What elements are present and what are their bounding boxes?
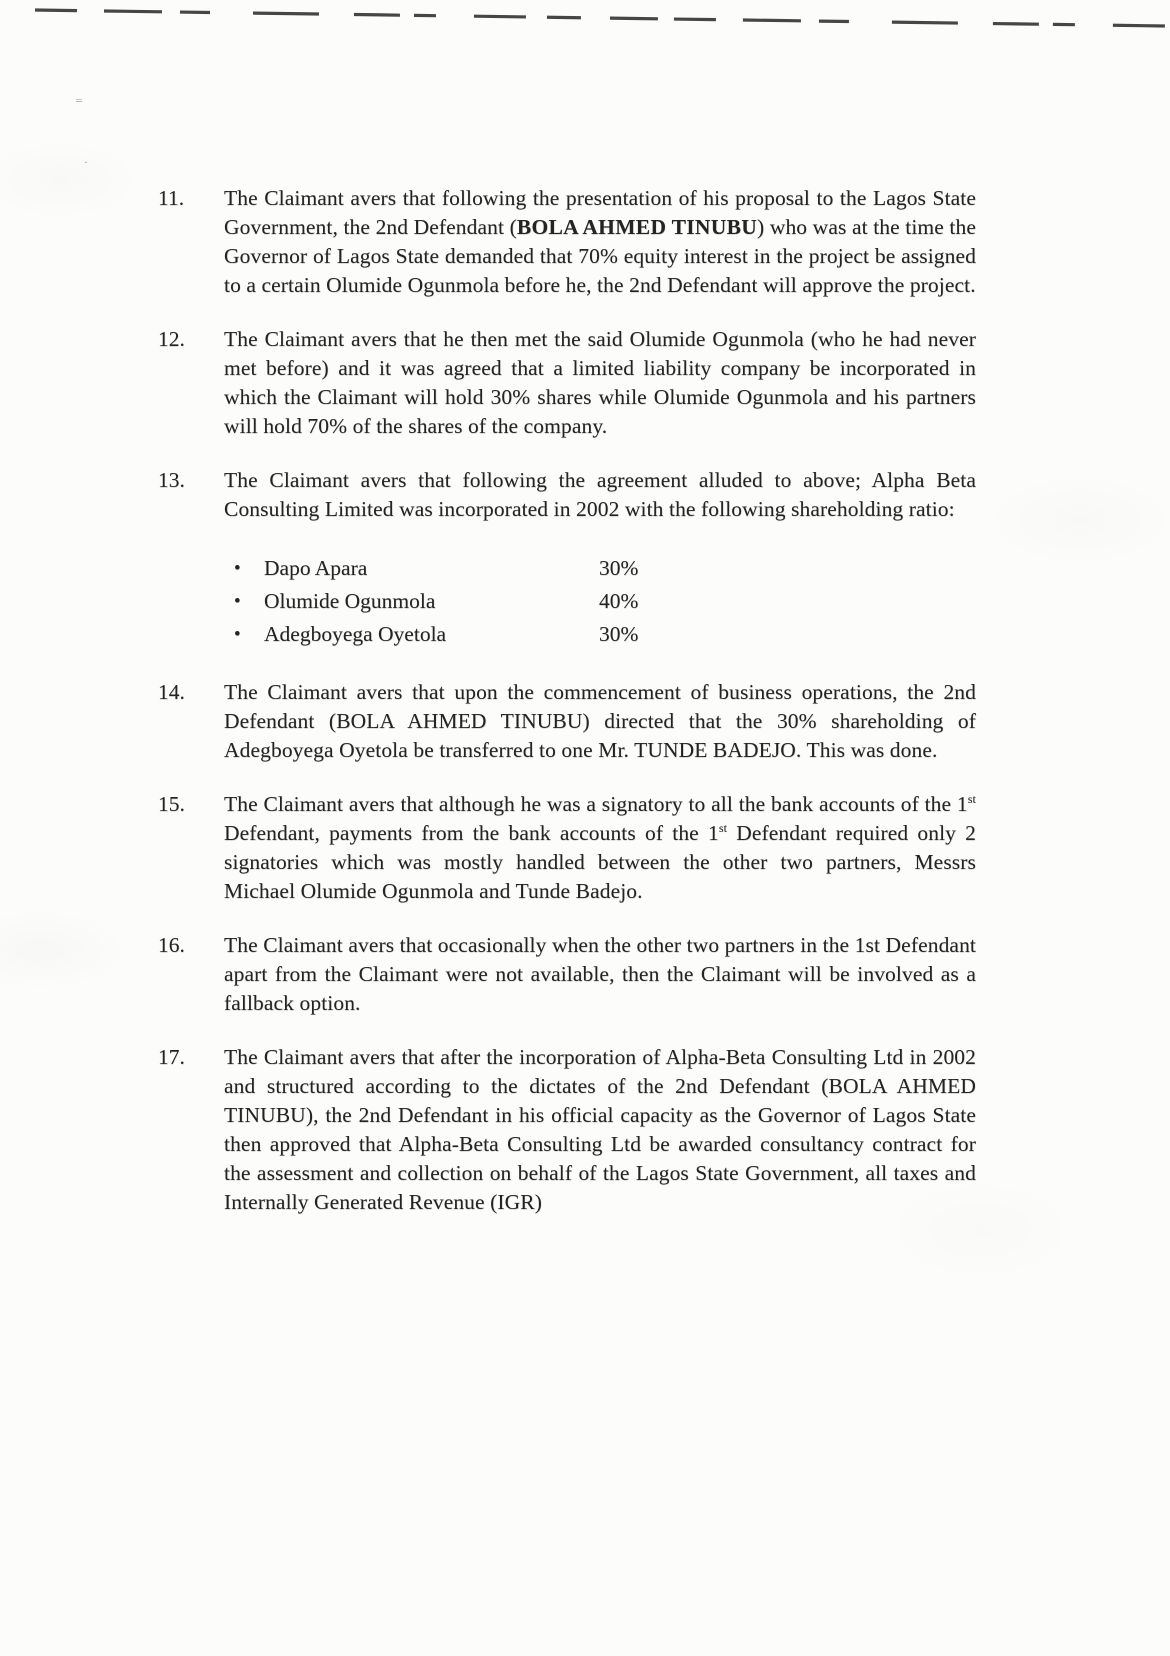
- share-percentage: 40%: [599, 589, 639, 613]
- ordinal-suffix: st: [718, 820, 728, 835]
- numbered-paragraph: [158, 1043, 976, 1217]
- document-body: [158, 184, 976, 1242]
- paragraph-number: 13.: [158, 468, 185, 492]
- shareholder-name: Adegboyega Oyetola: [264, 622, 447, 646]
- list-item: [234, 585, 976, 618]
- numbered-paragraph: [158, 466, 976, 524]
- text-run: The Claimant avers that following the agreement alluded to above; Alpha Beta Consulting Limited was incorporated in 2002 with the following shareholding ratio:: [224, 468, 976, 521]
- numbered-paragraph: [158, 678, 976, 765]
- share-percentage: 30%: [599, 622, 639, 646]
- paragraph-text: [224, 1043, 976, 1217]
- paragraph-text: [224, 325, 976, 441]
- scan-edge-artifact: [0, 0, 1170, 40]
- bold-run: BOLA AHMED TINUBU: [516, 215, 758, 239]
- ordinal-suffix: st: [967, 791, 976, 806]
- shareholder-name: Olumide Ogunmola: [264, 589, 436, 613]
- shareholder-name: Dapo Apara: [264, 556, 368, 580]
- text-run: The Claimant avers that following the presentation of his proposal to the Lagos State Government, the 2nd Defendant (: [224, 186, 976, 239]
- scan-edge-dash-line: [35, 10, 1166, 26]
- text-run: The Claimant avers that although he was a signatory to all the bank accounts of the 1: [224, 792, 968, 816]
- text-run: Defendant, payments from the bank accounts of the 1: [224, 821, 719, 845]
- text-run: Defendant required only 2 signatories which was mostly handled between the other two partners, Messrs Michael Olumide Ogunmola and Tunde Badejo.: [224, 821, 976, 903]
- list-item: [234, 618, 976, 651]
- bullet-icon: •: [234, 591, 241, 612]
- numbered-paragraph: [158, 325, 976, 441]
- text-run: The Claimant avers that he then met the said Olumide Ogunmola (who he had never met before) and it was agreed that a limited liability company be incorporated in which the Claimant will hold 30% shares while Olumide Ogunmola and his partners will hold 70% of the shares of the company.: [224, 327, 976, 438]
- text-run: ) who was at the time the Governor of Lagos State demanded that 70% equity interest in the project be assigned to a certain Olumide Ogunmola before he, the 2nd Defendant will approve the project.: [224, 215, 976, 297]
- text-run: The Claimant avers that occasionally when the other two partners in the 1st Defendant apart from the Claimant were not available, then the Claimant will be involved as a fallback option.: [224, 933, 976, 1015]
- bullet-icon: •: [234, 558, 241, 579]
- scan-speck-icon: ·: [84, 157, 88, 169]
- share-percentage: 30%: [599, 556, 639, 580]
- paragraph-number: 17.: [158, 1045, 185, 1069]
- paragraph-number: 11.: [158, 186, 185, 210]
- paragraph-text: [224, 466, 976, 524]
- scan-speck-icon: =: [75, 95, 83, 107]
- text-run: The Claimant avers that after the incorporation of Alpha-Beta Consulting Ltd in 2002 and structured according to the dictates of the 2nd Defendant (BOLA AHMED TINUBU), the 2nd Defendant in his official capacity as the Governor of Lagos State then approved that Alpha-Beta Consulting Ltd be awarded consultancy contract for the assessment and collection on behalf of the Lagos State Government, all taxes and Internally Generated Revenue (IGR): [224, 1045, 976, 1214]
- paragraph-number: 14.: [158, 680, 185, 704]
- list-item: [234, 552, 976, 585]
- numbered-paragraph: [158, 931, 976, 1018]
- paragraph-text: [224, 184, 976, 300]
- paragraph-number: 12.: [158, 327, 185, 351]
- paragraph-text: [224, 678, 976, 765]
- numbered-paragraph: [158, 790, 976, 906]
- bullet-icon: •: [234, 624, 241, 645]
- shareholding-list: [234, 552, 976, 651]
- paragraph-text: [224, 790, 976, 906]
- text-run: The Claimant avers that upon the commencement of business operations, the 2nd Defendant (BOLA AHMED TINUBU) directed that the 30% shareholding of Adegboyega Oyetola be transferred to one Mr. TUNDE BADEJO. This was done.: [224, 680, 976, 762]
- paragraph-text: [224, 931, 976, 1018]
- paragraph-number: 16.: [158, 933, 185, 957]
- numbered-paragraph: [158, 184, 976, 300]
- paragraph-number: 15.: [158, 792, 185, 816]
